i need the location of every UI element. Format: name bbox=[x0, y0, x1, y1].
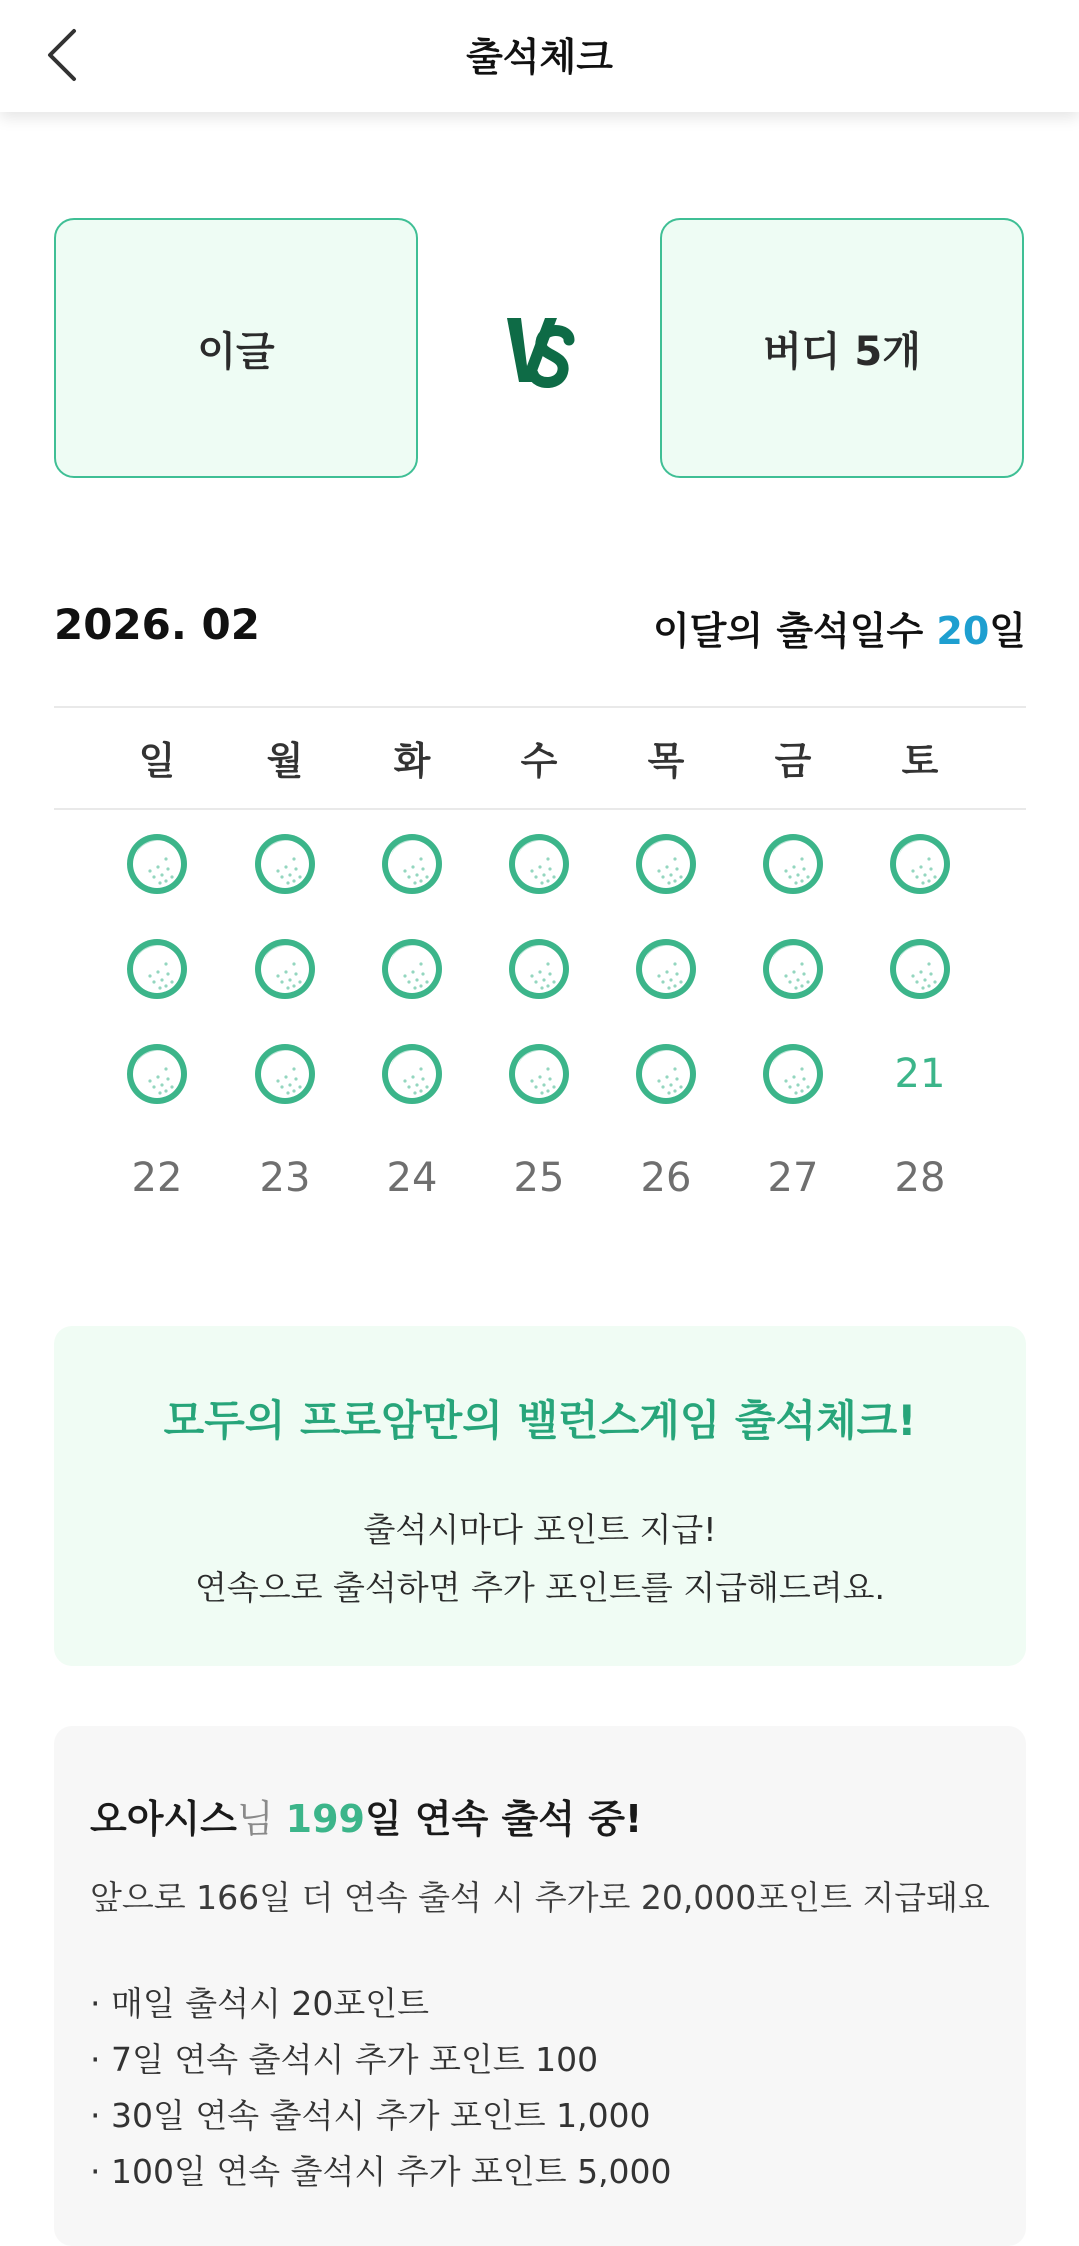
golf-ball-stamp-icon bbox=[635, 938, 697, 1000]
reward-rule: · 30일 연속 출석시 추가 포인트 1,000 bbox=[90, 2096, 651, 2135]
page-title: 출석체크 bbox=[466, 35, 613, 79]
golf-ball-stamp-icon bbox=[126, 1043, 188, 1105]
golf-ball-stamp-icon bbox=[381, 938, 443, 1000]
calendar-day: 26 bbox=[640, 1155, 692, 1201]
golf-ball-stamp-icon bbox=[889, 938, 951, 1000]
weekday-label: 수 bbox=[520, 739, 558, 783]
golf-ball-stamp-icon bbox=[254, 833, 316, 895]
golf-ball-stamp-icon bbox=[762, 1043, 824, 1105]
vs-icon bbox=[503, 310, 575, 396]
golf-ball-stamp-icon bbox=[508, 833, 570, 895]
streak-title: 오아시스님 199일 연속 출석 중! bbox=[90, 1797, 643, 1841]
calendar-divider-bottom bbox=[54, 808, 1026, 810]
weekday-label: 월 bbox=[266, 739, 304, 783]
reward-rule: · 7일 연속 출석시 추가 포인트 100 bbox=[90, 2040, 599, 2079]
calendar-divider-top bbox=[54, 706, 1026, 708]
golf-ball-stamp-icon bbox=[254, 938, 316, 1000]
golf-ball-stamp-icon bbox=[381, 833, 443, 895]
streak-panel bbox=[54, 1726, 1026, 2246]
calendar-day: 28 bbox=[894, 1155, 946, 1201]
golf-ball-stamp-icon bbox=[126, 938, 188, 1000]
golf-ball-stamp-icon bbox=[254, 1043, 316, 1105]
golf-ball-stamp-icon bbox=[635, 833, 697, 895]
monthly-attendance-count: 이달의 출석일수 20일 bbox=[652, 609, 1026, 653]
weekday-label: 화 bbox=[393, 739, 431, 783]
golf-ball-stamp-icon bbox=[381, 1043, 443, 1105]
weekday-label: 금 bbox=[774, 739, 812, 783]
promo-line-2: 연속으로 출석하면 추가 포인트를 지급해드려요. bbox=[194, 1568, 885, 1607]
weekday-label: 토 bbox=[901, 739, 939, 783]
calendar-day: 23 bbox=[259, 1155, 311, 1201]
balance-option-left[interactable]: 이글 bbox=[54, 218, 418, 478]
golf-ball-stamp-icon bbox=[126, 833, 188, 895]
golf-ball-stamp-icon bbox=[508, 938, 570, 1000]
calendar-month: 2026. 02 bbox=[54, 600, 260, 649]
app-header bbox=[0, 0, 1079, 112]
calendar-day: 22 bbox=[131, 1155, 183, 1201]
reward-rule: · 매일 출석시 20포인트 bbox=[90, 1984, 429, 2023]
promo-title: 모두의 프로암만의 밸런스게임 출석체크! bbox=[163, 1396, 917, 1445]
calendar-day: 25 bbox=[513, 1155, 565, 1201]
calendar-day-today[interactable]: 21 bbox=[894, 1051, 946, 1097]
calendar-day: 27 bbox=[767, 1155, 819, 1201]
streak-subtitle: 앞으로 166일 더 연속 출석 시 추가로 20,000포인트 지급돼요 bbox=[90, 1878, 990, 1917]
reward-rule: · 100일 연속 출석시 추가 포인트 5,000 bbox=[90, 2152, 672, 2191]
golf-ball-stamp-icon bbox=[762, 938, 824, 1000]
calendar-day: 24 bbox=[386, 1155, 438, 1201]
golf-ball-stamp-icon bbox=[508, 1043, 570, 1105]
promo-line-1: 출석시마다 포인트 지급! bbox=[363, 1510, 717, 1549]
promo-banner bbox=[54, 1326, 1026, 1666]
weekday-label: 일 bbox=[138, 739, 176, 783]
weekday-label: 목 bbox=[647, 739, 685, 783]
golf-ball-stamp-icon bbox=[889, 833, 951, 895]
golf-ball-stamp-icon bbox=[762, 833, 824, 895]
golf-ball-stamp-icon bbox=[635, 1043, 697, 1105]
balance-option-right[interactable]: 버디 5개 bbox=[660, 218, 1024, 478]
